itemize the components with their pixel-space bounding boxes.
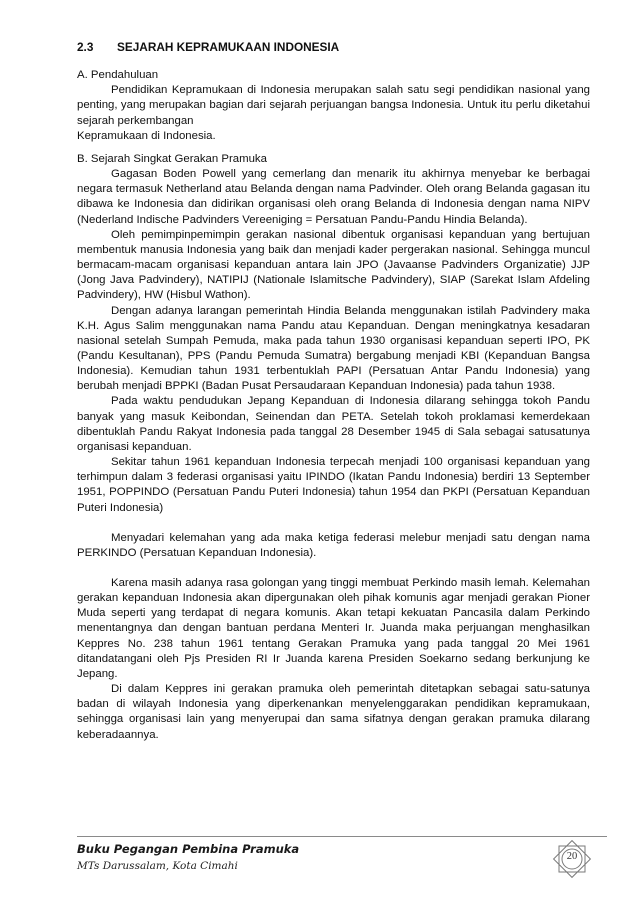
- section-number: 2.3: [77, 40, 94, 54]
- paragraph: Gagasan Boden Powell yang cemerlang dan menarik itu akhirnya menyebar ke berbagai negara termasuk Netherland atau Belanda dengan nama Padvinder. Oleh orang Belanda gagasan itu dibawa ke Indonesia dan didirikan organisasi oleh orang Belanda di Indonesia dengan nama NIPV (Nederland Indische Padvinders Vereeniging = Persatuan Pandu-Pandu Hindia Belanda).: [77, 168, 590, 226]
- paragraph: Karena masih adanya rasa golongan yang tinggi membuat Perkindo masih lemah. Kelemahan gerakan kepanduan Indonesia akan dipergunakan oleh pihak komunis agar menjadi gerakan Pioner Muda seperti yang terdapat di negara komunis. Akan tetapi kekuatan Pancasila dalam Perkindo menentangnya dan dengan bantuan perdana Menteri Ir. Juanda maka perjuangan menghasilkan Keppres No. 238 tahun 1961 tentang Gerakan Pramuka yang pada tanggal 20 Mei 1961 ditandatangani oleh Pjs Presiden RI Ir Juanda karena Presiden Soekarno sedang berkunjung ke Jepang.: [77, 577, 590, 680]
- page-footer: [77, 836, 607, 881]
- paragraph: Sekitar tahun 1961 kepanduan Indonesia terpecah menjadi 100 organisasi kepanduan yang terhimpun dalam 3 federasi organisasi yaitu IPINDO (Ikatan Pandu Indonesia) berdiri 13 September 1951, POPPINDO (Persatuan Pandu Puteri Indonesia) tahun 1954 dan PKPI (Persatuan Kepanduan Puteri Indonesia): [77, 456, 590, 514]
- paragraph: Oleh pemimpinpemimpin gerakan nasional dibentuk organisasi kepanduan yang bertujuan membentuk manusia Indonesia yang baik dan menjadi kader pergerakan nasional. Sehingga muncul bermacam-macam organisasi kepanduan antara lain JPO (Javaanse Padvinders Organizatie) JJP (Jong Java Padvindery), NATIPIJ (Nationale Islamitsche Padvindery), SIAP (Sarekat Islam Afdeling Padvindery), HW (Hisbul Wathon).: [77, 228, 590, 302]
- page-number-badge: [551, 838, 593, 880]
- footer-book-title: Buku Pegangan Pembina Pramuka: [77, 842, 300, 856]
- footer-school: MTs Darussalam, Kota Cimahi: [77, 860, 238, 872]
- paragraph: Menyadari kelemahan yang ada maka ketiga federasi melebur menjadi satu dengan nama PERKINDO (Persatuan Kepanduan Indonesia).: [77, 531, 590, 559]
- page-number: 20: [566, 851, 578, 862]
- section-heading: [77, 40, 590, 55]
- subsection-title-b: B. Sejarah Singkat Gerakan Pramuka: [77, 152, 267, 165]
- subsection-title-a: A. Pendahuluan: [77, 69, 159, 82]
- paragraph: Dengan adanya larangan pemerintah Hindia Belanda menggunakan istilah Padvindery maka K.H. Agus Salim menggunakan nama Pandu atau Kepanduan. Dengan meningkatnya kesadaran nasional setelah Sumpah Pemuda, maka pada tahun 1930 organisasi kepanduan seperti IPO, PK (Pandu Kesultanan), PPS (Pandu Pemuda Sumatra) bergabung menjadi KBI (Kepanduan Bangsa Indonesia). Kemudian tahun 1931 terbentuklah PAPI (Persatuan Antar Pandu Indonesia) yang berubah menjadi BPPKI (Badan Pusat Persaudaraan Kepanduan Indonesia) pada tahun 1938.: [77, 304, 590, 393]
- paragraph: Pada waktu pendudukan Jepang Kepanduan di Indonesia dilarang sehingga tokoh Pandu banyak yang masuk Keibondan, Seinendan dan PETA. Setelah tokoh proklamasi kemerdekaan dibentuklah Pandu Rakyat Indonesia pada tanggal 28 Desember 1945 di Sala sebagai satusatunya organisasi kepanduan.: [77, 395, 590, 453]
- paragraph: Kepramukaan di Indonesia.: [77, 129, 216, 142]
- page-content: [77, 40, 590, 743]
- paragraph: Pendidikan Kepramukaan di Indonesia merupakan salah satu segi pendidikan nasional yang penting, yang merupakan bagian dari sejarah perjuangan bangsa Indonesia. Untuk itu perlu diketahui sejarah perkembangan: [77, 84, 590, 127]
- footer-divider: [77, 836, 607, 837]
- section-title: SEJARAH KEPRAMUKAAN INDONESIA: [117, 40, 340, 54]
- paragraph: Di dalam Keppres ini gerakan pramuka oleh pemerintah ditetapkan sebagai satu-satunya badan di wilayah Indonesia yang diperkenankan menyelenggarakan pendidikan kepramukaan, sehingga organisasi lain yang menyerupai dan sama sifatnya dengan gerakan pramuka dilarang keberadaannya.: [77, 683, 590, 741]
